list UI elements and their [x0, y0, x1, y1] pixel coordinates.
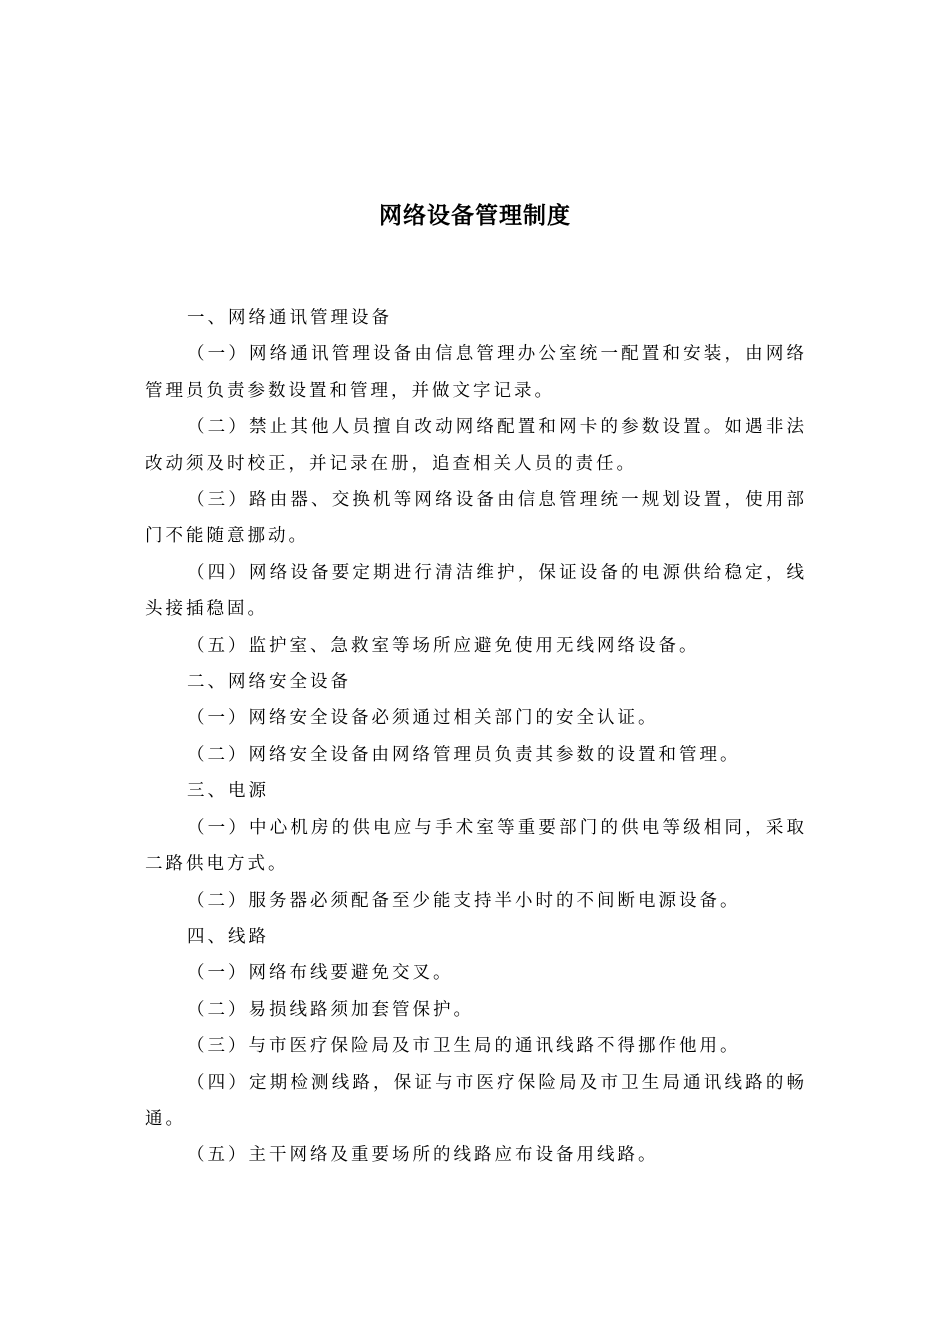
section-heading-power: 三、电源 [187, 781, 269, 802]
paragraph-1-1: （一）网络通讯管理设备由信息管理办公室统一配置和安装，由网络管理员负责参数设置和管理，并做文字记录。 [145, 344, 807, 401]
document-body [145, 300, 807, 1174]
paragraph-3-2: （二）服务器必须配备至少能支持半小时的不间断电源设备。 [187, 890, 741, 911]
paragraph-2-2: （二）网络安全设备由网络管理员负责其参数的设置和管理。 [187, 744, 741, 765]
paragraph-4-1: （一）网络布线要避免交叉。 [187, 963, 454, 984]
paragraph-4-3: （三）与市医疗保险局及市卫生局的通讯线路不得挪作他用。 [187, 1036, 741, 1057]
section-heading-network-communication: 一、网络通讯管理设备 [187, 308, 392, 328]
paragraph-4-5: （五）主干网络及重要场所的线路应布设备用线路。 [187, 1145, 659, 1166]
paragraph-2-1: （一）网络安全设备必须通过相关部门的安全认证。 [187, 708, 659, 729]
paragraph-3-1: （一）中心机房的供电应与手术室等重要部门的供电等级相同，采取二路供电方式。 [145, 817, 807, 875]
paragraph-1-3: （三）路由器、交换机等网络设备由信息管理统一规划设置，使用部门不能随意挪动。 [145, 490, 807, 547]
section-heading-network-security: 二、网络安全设备 [187, 672, 351, 693]
paragraph-1-2: （二）禁止其他人员擅自改动网络配置和网卡的参数设置。如遇非法改动须及时校正，并记录在册，追查相关人员的责任。 [145, 417, 807, 474]
document-title: 网络设备管理制度 [379, 203, 571, 229]
paragraph-4-4: （四）定期检测线路，保证与市医疗保险局及市卫生局通讯线路的畅通。 [145, 1072, 807, 1129]
paragraph-4-2: （二）易损线路须加套管保护。 [187, 999, 474, 1020]
section-heading-lines: 四、线路 [187, 926, 269, 947]
paragraph-1-5: （五）监护室、急救室等场所应避免使用无线网络设备。 [187, 635, 700, 656]
paragraph-1-4: （四）网络设备要定期进行清洁维护，保证设备的电源供给稳定，线头接插稳固。 [145, 562, 807, 620]
